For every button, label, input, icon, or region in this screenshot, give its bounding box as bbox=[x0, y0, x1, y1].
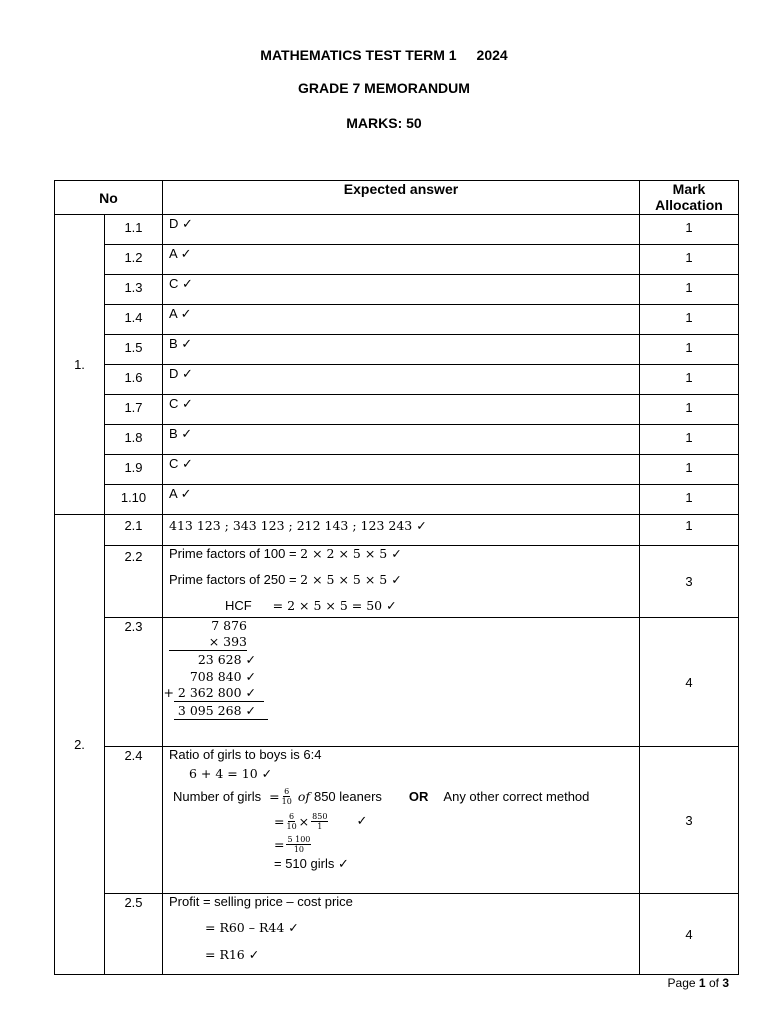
sub-number: 1.6 bbox=[105, 365, 163, 395]
total-marks: MARKS: 50 bbox=[346, 115, 422, 131]
numerator: 850 bbox=[312, 811, 328, 821]
fraction bbox=[282, 787, 292, 806]
table-row bbox=[55, 485, 739, 515]
alt-method-text: Any other correct method bbox=[443, 788, 590, 804]
profit-result: = R16 ✓ bbox=[205, 947, 260, 962]
girls-product-line bbox=[169, 833, 633, 856]
col-header-mark-line2: Allocation bbox=[655, 197, 723, 213]
col-header-mark-line1: Mark bbox=[672, 181, 706, 197]
mult-line: 708 840 ✓ bbox=[189, 669, 256, 684]
document-title bbox=[0, 47, 768, 63]
answer: B ✓ bbox=[163, 425, 640, 455]
sub-number: 1.4 bbox=[105, 305, 163, 335]
sub-number: 1.10 bbox=[105, 485, 163, 515]
fraction bbox=[286, 812, 296, 831]
ratio-line: Ratio of girls to boys is 6:4 bbox=[169, 747, 322, 762]
table-row bbox=[55, 215, 739, 245]
prime-factors-100 bbox=[169, 546, 633, 572]
mark: 1 bbox=[640, 245, 739, 275]
rule-line bbox=[174, 719, 268, 720]
mult-line: 3 095 268 ✓ bbox=[177, 703, 256, 718]
mark: 1 bbox=[640, 365, 739, 395]
question-2-label: 2. bbox=[55, 515, 105, 975]
sub-number: 2.5 bbox=[105, 894, 163, 975]
table-row bbox=[55, 894, 739, 975]
table-row bbox=[55, 546, 739, 618]
answer: D ✓ bbox=[163, 365, 640, 395]
col-header-no: No bbox=[55, 181, 163, 215]
sub-number: 2.4 bbox=[105, 747, 163, 894]
answer: C ✓ bbox=[163, 395, 640, 425]
mark: 3 bbox=[640, 747, 739, 894]
table-row bbox=[55, 245, 739, 275]
sub-number: 2.1 bbox=[105, 515, 163, 546]
answer: 413 123 ; 343 123 ; 212 143 ; 123 243 ✓ bbox=[163, 515, 640, 546]
table-row bbox=[55, 618, 739, 747]
mark: 1 bbox=[640, 425, 739, 455]
page-total: 3 bbox=[722, 976, 729, 990]
mult-line: × 393 bbox=[208, 634, 247, 649]
girls-label: Number of girls bbox=[173, 788, 262, 804]
mark: 1 bbox=[640, 305, 739, 335]
mark: 1 bbox=[640, 335, 739, 365]
denominator: 10 bbox=[286, 821, 297, 831]
mark: 1 bbox=[640, 275, 739, 305]
equals-sign: = bbox=[274, 837, 285, 852]
col-header-mark bbox=[640, 181, 739, 215]
mark: 1 bbox=[640, 455, 739, 485]
long-multiplication bbox=[163, 618, 640, 747]
girls-calc-line bbox=[169, 809, 633, 833]
mark: 4 bbox=[640, 618, 739, 747]
of-text: of bbox=[297, 788, 310, 804]
answer: A ✓ bbox=[163, 485, 640, 515]
table-header-row bbox=[55, 181, 739, 215]
rule-line bbox=[169, 650, 247, 651]
answer: A ✓ bbox=[163, 305, 640, 335]
memorandum-table bbox=[54, 180, 739, 975]
answer bbox=[163, 747, 640, 894]
prime-factors-100-value: 2 × 2 × 5 × 5 ✓ bbox=[300, 546, 402, 561]
numerator: 5 100 bbox=[287, 835, 311, 844]
table-row bbox=[55, 515, 739, 546]
mark: 1 bbox=[640, 485, 739, 515]
sum-line: 6 + 4 = 10 ✓ bbox=[189, 766, 273, 781]
sub-number: 1.9 bbox=[105, 455, 163, 485]
numerator: 6 bbox=[289, 811, 295, 821]
table-row bbox=[55, 395, 739, 425]
mark: 4 bbox=[640, 894, 739, 975]
page-prefix: Page bbox=[667, 976, 696, 990]
rule-line bbox=[174, 701, 264, 702]
denominator: 1 bbox=[317, 821, 323, 831]
title-year: 2024 bbox=[476, 47, 508, 63]
denominator: 10 bbox=[281, 796, 292, 806]
prime-factors-250-label: Prime factors of 250 = bbox=[169, 572, 297, 587]
or-text: OR bbox=[408, 788, 429, 804]
col-header-expected: Expected answer bbox=[163, 181, 640, 215]
title-text: MATHEMATICS TEST TERM 1 bbox=[260, 47, 457, 63]
table-row bbox=[55, 335, 739, 365]
denominator: 10 bbox=[293, 845, 305, 854]
document-subtitle: GRADE 7 MEMORANDUM bbox=[298, 80, 470, 96]
sub-number: 1.8 bbox=[105, 425, 163, 455]
times-sign: × bbox=[298, 813, 310, 829]
girls-count: 850 leaners bbox=[313, 788, 382, 804]
table-row bbox=[55, 305, 739, 335]
sub-number: 2.2 bbox=[105, 546, 163, 618]
prime-factors-100-label: Prime factors of 100 = bbox=[169, 546, 297, 561]
answer bbox=[163, 546, 640, 618]
check-mark: ✓ bbox=[356, 813, 368, 828]
numerator: 6 bbox=[284, 786, 290, 796]
mark: 1 bbox=[640, 215, 739, 245]
answer: B ✓ bbox=[163, 335, 640, 365]
page-number: 1 bbox=[698, 976, 706, 990]
equals-sign: = bbox=[269, 788, 280, 804]
mult-line: 23 628 ✓ bbox=[197, 652, 256, 667]
equals-sign: = bbox=[274, 813, 285, 829]
answer: C ✓ bbox=[163, 455, 640, 485]
hcf-label: HCF bbox=[225, 598, 252, 613]
table-row bbox=[55, 365, 739, 395]
prime-factors-250-value: 2 × 5 × 5 × 5 ✓ bbox=[300, 572, 402, 587]
sub-number: 1.2 bbox=[105, 245, 163, 275]
profit-formula: Profit = selling price – cost price bbox=[169, 894, 353, 909]
mark: 3 bbox=[640, 546, 739, 618]
hcf-line bbox=[169, 598, 633, 616]
mark: 1 bbox=[640, 395, 739, 425]
mark: 1 bbox=[640, 515, 739, 546]
fraction bbox=[286, 835, 311, 854]
table-row bbox=[55, 455, 739, 485]
prime-factors-250 bbox=[169, 572, 633, 598]
fraction bbox=[311, 812, 328, 831]
sub-number: 1.1 bbox=[105, 215, 163, 245]
table-row bbox=[55, 747, 739, 894]
page-footer bbox=[668, 976, 729, 990]
page-of: of bbox=[708, 976, 719, 990]
hcf-value: = 2 × 5 × 5 = 50 ✓ bbox=[272, 598, 397, 613]
sub-number: 1.7 bbox=[105, 395, 163, 425]
profit-calc: = R60 – R44 ✓ bbox=[205, 920, 299, 935]
girls-result-line: = 510 girls ✓ bbox=[274, 856, 349, 871]
table-row bbox=[55, 425, 739, 455]
answer: A ✓ bbox=[163, 245, 640, 275]
table-row bbox=[55, 275, 739, 305]
sub-number: 1.5 bbox=[105, 335, 163, 365]
girls-line bbox=[169, 783, 633, 809]
sub-number: 2.3 bbox=[105, 618, 163, 747]
question-1-label: 1. bbox=[55, 215, 105, 515]
mult-line: 7 876 bbox=[211, 618, 247, 633]
answer bbox=[163, 894, 640, 975]
sub-number: 1.3 bbox=[105, 275, 163, 305]
answer: D ✓ bbox=[163, 215, 640, 245]
mult-line: + 2 362 800 ✓ bbox=[163, 685, 256, 700]
answer: C ✓ bbox=[163, 275, 640, 305]
